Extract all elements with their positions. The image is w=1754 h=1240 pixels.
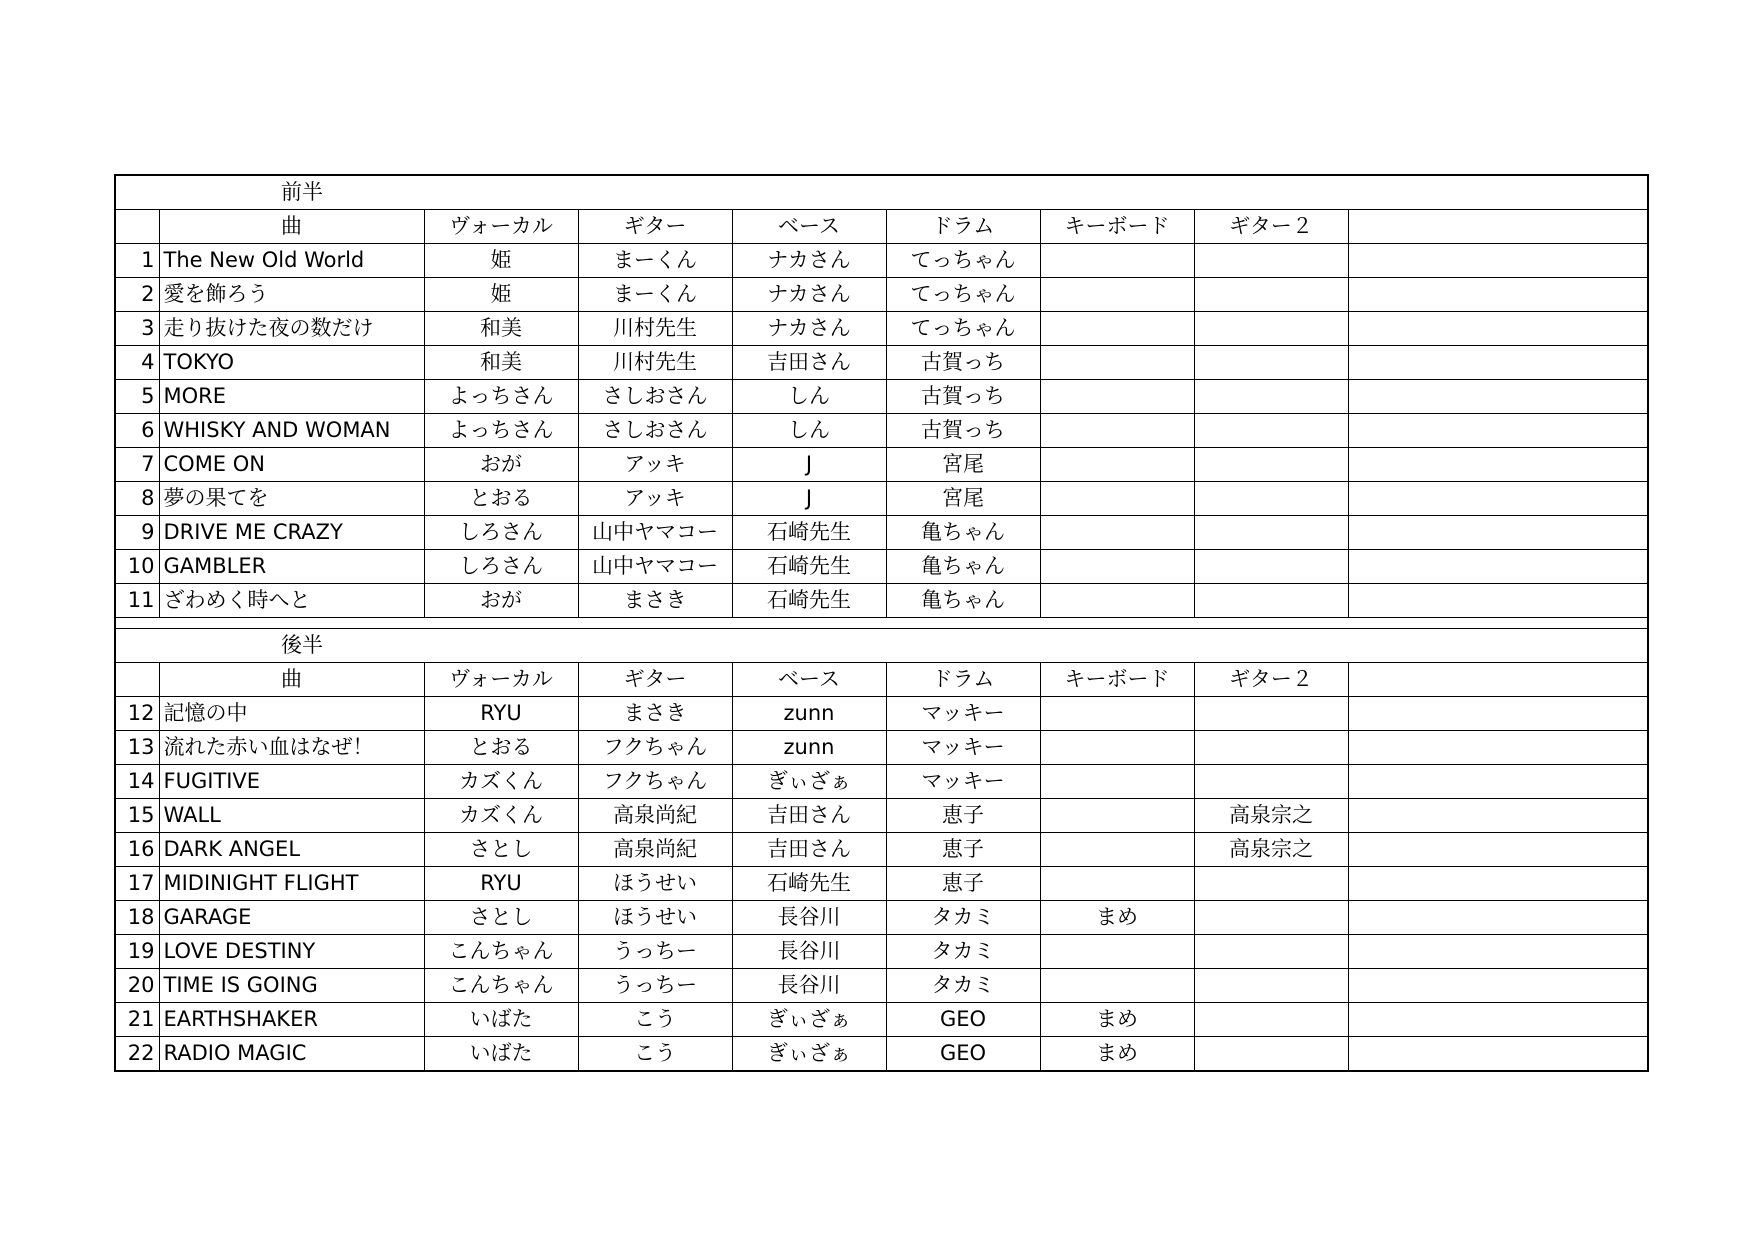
extra-cell (1348, 833, 1648, 867)
section-title: 前半 (115, 175, 1648, 210)
extra-cell (1348, 1037, 1648, 1072)
song-number: 7 (115, 448, 159, 482)
guitar-cell: フクちゃん (578, 731, 732, 765)
guitar-cell: さしおさん (578, 414, 732, 448)
drums-cell: 亀ちゃん (886, 516, 1040, 550)
guitar-cell: まさき (578, 697, 732, 731)
column-header: ヴォーカル (424, 210, 578, 244)
table-row (115, 901, 1648, 935)
keyboard-cell (1040, 867, 1194, 901)
keyboard-cell: まめ (1040, 901, 1194, 935)
guitar-cell: こう (578, 1003, 732, 1037)
extra-cell (1348, 765, 1648, 799)
vocal-cell: おが (424, 584, 578, 618)
column-header: ベース (732, 210, 886, 244)
section-title-row (115, 629, 1648, 663)
song-title: MIDINIGHT FLIGHT (159, 867, 424, 901)
bass-cell: 吉田さん (732, 346, 886, 380)
song-number: 21 (115, 1003, 159, 1037)
keyboard-cell (1040, 935, 1194, 969)
extra-cell (1348, 346, 1648, 380)
vocal-cell: こんちゃん (424, 935, 578, 969)
drums-cell: てっちゃん (886, 244, 1040, 278)
guitar-cell: さしおさん (578, 380, 732, 414)
table-row (115, 346, 1648, 380)
keyboard-cell (1040, 414, 1194, 448)
drums-cell: 亀ちゃん (886, 584, 1040, 618)
extra-cell (1348, 584, 1648, 618)
column-header: ギター (578, 663, 732, 697)
bass-cell: 石崎先生 (732, 516, 886, 550)
bass-cell: 長谷川 (732, 969, 886, 1003)
header-row (115, 663, 1648, 697)
bass-cell: ぎぃざぁ (732, 1037, 886, 1072)
song-title: TOKYO (159, 346, 424, 380)
guitar2-cell (1194, 935, 1348, 969)
extra-cell (1348, 414, 1648, 448)
guitar-cell: 高泉尚紀 (578, 799, 732, 833)
bass-cell: ナカさん (732, 244, 886, 278)
table-row (115, 867, 1648, 901)
extra-cell (1348, 867, 1648, 901)
setlist-sheet (114, 174, 1647, 1072)
guitar2-cell (1194, 901, 1348, 935)
song-title: WALL (159, 799, 424, 833)
drums-cell: 古賀っち (886, 414, 1040, 448)
header-number-cell (115, 210, 159, 244)
guitar2-cell (1194, 312, 1348, 346)
song-title: DARK ANGEL (159, 833, 424, 867)
vocal-cell: いばた (424, 1003, 578, 1037)
bass-cell: 長谷川 (732, 901, 886, 935)
song-number: 14 (115, 765, 159, 799)
guitar-cell: こう (578, 1037, 732, 1072)
drums-cell: タカミ (886, 935, 1040, 969)
guitar-cell: 川村先生 (578, 312, 732, 346)
guitar-cell: ほうせい (578, 901, 732, 935)
vocal-cell: いばた (424, 1037, 578, 1072)
keyboard-cell (1040, 799, 1194, 833)
drums-cell: 古賀っち (886, 346, 1040, 380)
keyboard-cell (1040, 584, 1194, 618)
keyboard-cell (1040, 550, 1194, 584)
guitar2-cell (1194, 550, 1348, 584)
bass-cell: J (732, 482, 886, 516)
drums-cell: 宮尾 (886, 482, 1040, 516)
song-number: 5 (115, 380, 159, 414)
drums-cell: マッキー (886, 765, 1040, 799)
guitar2-cell (1194, 414, 1348, 448)
vocal-cell: こんちゃん (424, 969, 578, 1003)
song-title: 走り抜けた夜の数だけ (159, 312, 424, 346)
extra-cell (1348, 244, 1648, 278)
vocal-cell: 姫 (424, 244, 578, 278)
keyboard-cell (1040, 482, 1194, 516)
song-number: 19 (115, 935, 159, 969)
song-number: 9 (115, 516, 159, 550)
extra-cell (1348, 516, 1648, 550)
vocal-cell: カズくん (424, 765, 578, 799)
table-row (115, 765, 1648, 799)
song-number: 17 (115, 867, 159, 901)
table-row (115, 731, 1648, 765)
drums-cell: 恵子 (886, 867, 1040, 901)
drums-cell: GEO (886, 1037, 1040, 1072)
header-number-cell (115, 663, 159, 697)
guitar-cell: まさき (578, 584, 732, 618)
guitar2-cell (1194, 731, 1348, 765)
vocal-cell: とおる (424, 482, 578, 516)
table-row (115, 278, 1648, 312)
column-header: ギター２ (1194, 210, 1348, 244)
keyboard-cell (1040, 516, 1194, 550)
guitar2-cell (1194, 1037, 1348, 1072)
song-title: RADIO MAGIC (159, 1037, 424, 1072)
bass-cell: ナカさん (732, 278, 886, 312)
keyboard-cell (1040, 765, 1194, 799)
drums-cell: 古賀っち (886, 380, 1040, 414)
table-row (115, 584, 1648, 618)
song-number: 3 (115, 312, 159, 346)
vocal-cell: さとし (424, 901, 578, 935)
vocal-cell: しろさん (424, 550, 578, 584)
bass-cell: J (732, 448, 886, 482)
header-row (115, 210, 1648, 244)
song-number: 6 (115, 414, 159, 448)
drums-cell: マッキー (886, 731, 1040, 765)
column-header: ベース (732, 663, 886, 697)
guitar2-cell (1194, 867, 1348, 901)
guitar-cell: まーくん (578, 244, 732, 278)
guitar2-cell (1194, 1003, 1348, 1037)
guitar-cell: アッキ (578, 448, 732, 482)
table-row (115, 550, 1648, 584)
guitar2-cell (1194, 346, 1348, 380)
guitar-cell: 山中ヤマコー (578, 516, 732, 550)
column-header: キーボード (1040, 210, 1194, 244)
vocal-cell: RYU (424, 697, 578, 731)
drums-cell: タカミ (886, 901, 1040, 935)
song-number: 10 (115, 550, 159, 584)
song-title: 流れた赤い血はなぜ！ (159, 731, 424, 765)
table-row (115, 244, 1648, 278)
bass-cell: ぎぃざぁ (732, 765, 886, 799)
section-spacer (115, 618, 1648, 629)
vocal-cell: しろさん (424, 516, 578, 550)
keyboard-cell: まめ (1040, 1037, 1194, 1072)
guitar2-cell (1194, 765, 1348, 799)
table-row (115, 516, 1648, 550)
song-title: GAMBLER (159, 550, 424, 584)
guitar-cell: うっちー (578, 935, 732, 969)
table-row (115, 799, 1648, 833)
song-title: EARTHSHAKER (159, 1003, 424, 1037)
extra-cell (1348, 278, 1648, 312)
extra-cell (1348, 799, 1648, 833)
bass-cell: ぎぃざぁ (732, 1003, 886, 1037)
guitar-cell: まーくん (578, 278, 732, 312)
setlist-table (114, 174, 1649, 1072)
song-title: 記憶の中 (159, 697, 424, 731)
vocal-cell: カズくん (424, 799, 578, 833)
song-number: 11 (115, 584, 159, 618)
guitar-cell: 川村先生 (578, 346, 732, 380)
song-number: 4 (115, 346, 159, 380)
extra-cell (1348, 380, 1648, 414)
song-title: TIME IS GOING (159, 969, 424, 1003)
column-header (1348, 210, 1648, 244)
bass-cell: 吉田さん (732, 833, 886, 867)
table-row (115, 380, 1648, 414)
extra-cell (1348, 901, 1648, 935)
guitar2-cell (1194, 448, 1348, 482)
column-header: ギター２ (1194, 663, 1348, 697)
keyboard-cell (1040, 833, 1194, 867)
table-row (115, 935, 1648, 969)
song-title: LOVE DESTINY (159, 935, 424, 969)
guitar-cell: フクちゃん (578, 765, 732, 799)
extra-cell (1348, 312, 1648, 346)
guitar2-cell (1194, 584, 1348, 618)
table-row (115, 697, 1648, 731)
drums-cell: てっちゃん (886, 278, 1040, 312)
bass-cell: ナカさん (732, 312, 886, 346)
guitar2-cell (1194, 697, 1348, 731)
drums-cell: 恵子 (886, 799, 1040, 833)
song-title: GARAGE (159, 901, 424, 935)
song-number: 2 (115, 278, 159, 312)
vocal-cell: 姫 (424, 278, 578, 312)
drums-cell: 恵子 (886, 833, 1040, 867)
column-header (1348, 663, 1648, 697)
section-title: 後半 (115, 629, 1648, 663)
drums-cell: てっちゃん (886, 312, 1040, 346)
guitar2-cell (1194, 482, 1348, 516)
keyboard-cell (1040, 278, 1194, 312)
bass-cell: 石崎先生 (732, 867, 886, 901)
song-number: 16 (115, 833, 159, 867)
vocal-cell: よっちさん (424, 380, 578, 414)
song-title: 愛を飾ろう (159, 278, 424, 312)
song-number: 18 (115, 901, 159, 935)
extra-cell (1348, 482, 1648, 516)
table-row (115, 414, 1648, 448)
column-header: 曲 (159, 210, 424, 244)
drums-cell: 宮尾 (886, 448, 1040, 482)
vocal-cell: RYU (424, 867, 578, 901)
section-title-row (115, 175, 1648, 210)
guitar-cell: ほうせい (578, 867, 732, 901)
song-number: 20 (115, 969, 159, 1003)
song-number: 12 (115, 697, 159, 731)
keyboard-cell (1040, 380, 1194, 414)
song-title: DRIVE ME CRAZY (159, 516, 424, 550)
guitar2-cell: 高泉宗之 (1194, 833, 1348, 867)
keyboard-cell (1040, 731, 1194, 765)
drums-cell: GEO (886, 1003, 1040, 1037)
column-header: 曲 (159, 663, 424, 697)
song-number: 22 (115, 1037, 159, 1072)
song-title: FUGITIVE (159, 765, 424, 799)
bass-cell: 吉田さん (732, 799, 886, 833)
vocal-cell: とおる (424, 731, 578, 765)
guitar-cell: 山中ヤマコー (578, 550, 732, 584)
bass-cell: 石崎先生 (732, 584, 886, 618)
table-row (115, 312, 1648, 346)
guitar-cell: うっちー (578, 969, 732, 1003)
bass-cell: zunn (732, 697, 886, 731)
extra-cell (1348, 1003, 1648, 1037)
keyboard-cell (1040, 312, 1194, 346)
extra-cell (1348, 448, 1648, 482)
song-title: WHISKY AND WOMAN (159, 414, 424, 448)
bass-cell: しん (732, 380, 886, 414)
drums-cell: マッキー (886, 697, 1040, 731)
song-number: 13 (115, 731, 159, 765)
extra-cell (1348, 550, 1648, 584)
table-row (115, 482, 1648, 516)
table-row (115, 833, 1648, 867)
keyboard-cell (1040, 346, 1194, 380)
bass-cell: 石崎先生 (732, 550, 886, 584)
guitar2-cell: 高泉宗之 (1194, 799, 1348, 833)
guitar2-cell (1194, 278, 1348, 312)
guitar2-cell (1194, 969, 1348, 1003)
drums-cell: 亀ちゃん (886, 550, 1040, 584)
keyboard-cell: まめ (1040, 1003, 1194, 1037)
table-row (115, 1003, 1648, 1037)
vocal-cell: 和美 (424, 346, 578, 380)
drums-cell: タカミ (886, 969, 1040, 1003)
song-number: 15 (115, 799, 159, 833)
guitar2-cell (1194, 244, 1348, 278)
bass-cell: 長谷川 (732, 935, 886, 969)
column-header: キーボード (1040, 663, 1194, 697)
keyboard-cell (1040, 244, 1194, 278)
table-row (115, 1037, 1648, 1072)
keyboard-cell (1040, 448, 1194, 482)
column-header: ドラム (886, 210, 1040, 244)
guitar2-cell (1194, 380, 1348, 414)
song-number: 1 (115, 244, 159, 278)
extra-cell (1348, 697, 1648, 731)
vocal-cell: おが (424, 448, 578, 482)
extra-cell (1348, 731, 1648, 765)
keyboard-cell (1040, 969, 1194, 1003)
spacer-cell (115, 618, 1648, 629)
vocal-cell: 和美 (424, 312, 578, 346)
column-header: ドラム (886, 663, 1040, 697)
song-title: MORE (159, 380, 424, 414)
song-title: ざわめく時へと (159, 584, 424, 618)
song-title: 夢の果てを (159, 482, 424, 516)
bass-cell: しん (732, 414, 886, 448)
guitar-cell: 高泉尚紀 (578, 833, 732, 867)
table-row (115, 448, 1648, 482)
song-title: The New Old World (159, 244, 424, 278)
song-title: COME ON (159, 448, 424, 482)
extra-cell (1348, 969, 1648, 1003)
extra-cell (1348, 935, 1648, 969)
guitar2-cell (1194, 516, 1348, 550)
vocal-cell: よっちさん (424, 414, 578, 448)
vocal-cell: さとし (424, 833, 578, 867)
column-header: ヴォーカル (424, 663, 578, 697)
guitar-cell: アッキ (578, 482, 732, 516)
table-row (115, 969, 1648, 1003)
bass-cell: zunn (732, 731, 886, 765)
keyboard-cell (1040, 697, 1194, 731)
column-header: ギター (578, 210, 732, 244)
song-number: 8 (115, 482, 159, 516)
